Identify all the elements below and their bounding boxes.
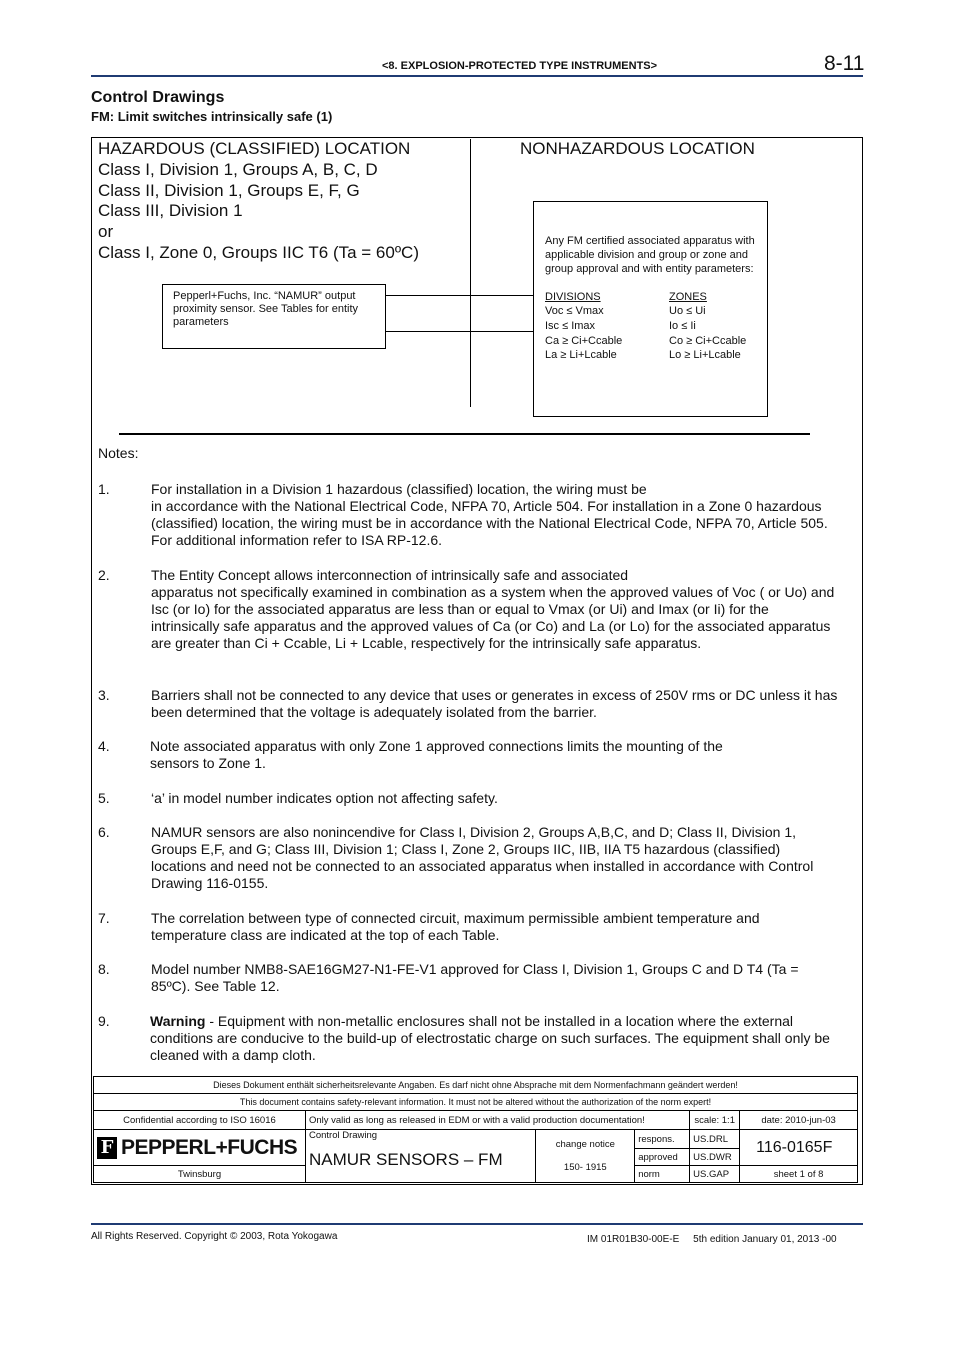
norm-label: norm xyxy=(635,1166,690,1183)
note-item xyxy=(98,910,838,944)
division-param: Isc ≤ Imax xyxy=(545,319,596,332)
note-text: For installation in a Division 1 hazardous (classified) location, the wiring must be in accordance with the National Electrical Code, NFPA 70, Article 504. For installation in a Zone 0 hazardous (classified) location, the wiring must be in accordance with the National Electrical Code, NFPA 70, Article 505. For additional information refer to ISA RP-12.6. xyxy=(151,481,828,548)
note-text: The Entity Concept allows interconnection of intrinsically safe and associated apparatus not specifically examined in combination as a system when the approved values of Voc ( or Uo) and Isc (or Io) for the associated apparatus are less than or equal to Vmax (or Ui) and Imax (or Ii) for the intrinsically safe apparatus and the approved values of Ca (or Co) and La (or Lo) for the associated apparatus are greater than Ci + Ccable, Li + Lcable, respectively for the intrinsically safe apparatus. xyxy=(151,567,835,651)
document-id: IM 01R01B30-00E-E 5th edition January 01, 2013 -00 xyxy=(587,1234,837,1245)
location-divider xyxy=(470,139,471,407)
divisions-header: DIVISIONS xyxy=(545,291,601,304)
note-number: 7. xyxy=(98,910,110,926)
division-param: Voc ≤ Vmax xyxy=(545,305,604,318)
warning-english: This document contains safety-relevant information. It must not be altered without the authorization of the norm expert! xyxy=(94,1094,858,1111)
note-item xyxy=(98,961,838,995)
hazardous-location-block xyxy=(98,139,419,264)
nonhazardous-title: NONHAZARDOUS LOCATION xyxy=(520,139,755,158)
entity-parameter-table xyxy=(545,290,746,362)
respons-label: respons. xyxy=(635,1130,690,1149)
wire-upper xyxy=(385,295,533,296)
note-text: Barriers shall not be connected to any device that uses or generates in excess of 250V rms or DC unless it has been determined that the voltage is adequately isolated from the barrier. xyxy=(151,687,838,720)
change-notice-value: 150- 1915 xyxy=(563,1162,607,1173)
assoc-intro: Any FM certified associated apparatus with applicable division and group or zone and group approval and with entity parameters: xyxy=(545,235,755,275)
zone-param: Uo ≤ Ui xyxy=(669,305,706,318)
pepperl-fuchs-logo xyxy=(97,1136,302,1160)
note-number: 9. xyxy=(98,1013,110,1029)
date: date: 2010-jun-03 xyxy=(740,1111,858,1130)
zone-param: Lo ≥ Li+Lcable xyxy=(669,349,741,362)
zone-param: Io ≤ Ii xyxy=(669,319,696,332)
warning-german: Dieses Dokument enthält sicherheitsrelevante Angaben. Es darf nicht ohne Absprache mit dem Normenfachmann geändert werden! xyxy=(94,1077,858,1094)
note-text: Note associated apparatus with only Zone 1 approved connections limits the mounting of the sensors to Zone 1. xyxy=(150,738,723,771)
note-text xyxy=(150,1013,838,1064)
division-param: Ca ≥ Ci+Ccable xyxy=(545,334,623,347)
hazardous-line: Class I, Zone 0, Groups IIC T6 (Ta = 60ºC) xyxy=(98,242,419,262)
sensor-box: Pepperl+Fuchs, Inc. “NAMUR” output proximity sensor. See Tables for entity parameters xyxy=(162,284,386,349)
section-subtitle: FM: Limit switches intrinsically safe (1) xyxy=(91,109,333,124)
zone-param: Co ≥ Ci+Ccable xyxy=(669,334,747,347)
hazardous-line: Class II, Division 1, Groups E, F, G xyxy=(98,180,360,200)
change-notice-label: change notice xyxy=(555,1139,615,1150)
confidential-note: Confidential according to ISO 16016 xyxy=(94,1111,306,1130)
wire-lower xyxy=(385,331,533,332)
validity-note: Only valid as long as released in EDM or with a valid production documentation! xyxy=(305,1111,689,1130)
note-number: 2. xyxy=(98,567,110,583)
scale: scale: 1:1 xyxy=(690,1111,740,1130)
doc-title-cell xyxy=(305,1130,535,1183)
section-title: Control Drawings xyxy=(91,89,225,106)
hazardous-line: Class III, Division 1 xyxy=(98,201,243,221)
note-text: ‘a’ in model number indicates option not affecting safety. xyxy=(151,790,498,806)
note-number: 6. xyxy=(98,824,110,840)
logo-cell xyxy=(94,1130,306,1166)
zones-header: ZONES xyxy=(669,291,707,304)
note-item xyxy=(98,738,838,772)
logo-mark-icon: F xyxy=(97,1137,117,1159)
title-block xyxy=(93,1076,858,1183)
respons-value: US.DRL xyxy=(690,1130,740,1149)
doc-title: NAMUR SENSORS – FM xyxy=(308,1150,503,1169)
note-item xyxy=(98,481,838,549)
note-number: 4. xyxy=(98,738,110,754)
doc-number: 116-0165F xyxy=(740,1130,858,1166)
hazardous-line: or xyxy=(98,222,114,242)
note-text: NAMUR sensors are also nonincendive for Class I, Division 2, Groups A,B,C, and D; Class II, Division 1, Groups E,F, and G; Class III, Division 1; Class I, Zone 2, Groups IIC, IIB, IIA T5 hazardous (classified) locations and need not be connected to an associated apparatus when installed in accordance with Control Drawing 116-0155. xyxy=(151,824,814,891)
doc-type: Control Drawing xyxy=(308,1130,378,1141)
notes-label: Notes: xyxy=(98,445,139,461)
approved-value: US.DWR xyxy=(690,1149,740,1166)
note-item xyxy=(98,1013,838,1064)
division-param: La ≥ Li+Lcable xyxy=(545,349,617,362)
copyright: All Rights Reserved. Copyright © 2003, Rota Yokogawa xyxy=(91,1231,338,1242)
note-text: Model number NMB8-SAE16GM27-N1-FE-V1 approved for Class I, Division 1, Groups C and D T4 (Ta = 85ºC). See Table 12. xyxy=(151,961,799,994)
note-item xyxy=(98,687,838,721)
note-item xyxy=(98,790,838,807)
sheet-number: sheet 1 of 8 xyxy=(740,1166,858,1183)
note-text: The correlation between type of connected circuit, maximum permissible ambient temperature and temperature class are indicated at the top of each Table. xyxy=(151,910,760,943)
warning-label: Warning xyxy=(150,1013,206,1029)
location: Twinsburg xyxy=(94,1166,306,1183)
header-rule xyxy=(91,75,863,77)
approved-label: approved xyxy=(635,1149,690,1166)
logo-text: PEPPERL+FUCHS xyxy=(121,1135,298,1159)
warning-text: - Equipment with non-metallic enclosures shall not be installed in a location where the external conditions are conducive to the build-up of electrostatic charge on such surfaces. The equipment shall only be cleaned with a damp cloth. xyxy=(150,1013,830,1063)
note-number: 8. xyxy=(98,961,110,977)
chapter-header: <8. EXPLOSION-PROTECTED TYPE INSTRUMENTS> xyxy=(382,60,658,72)
note-item xyxy=(98,567,838,652)
note-item xyxy=(98,824,838,892)
associated-apparatus-box xyxy=(533,201,768,417)
notes-rule xyxy=(119,433,810,435)
hazardous-line: Class I, Division 1, Groups A, B, C, D xyxy=(98,159,378,179)
hazardous-line: HAZARDOUS (CLASSIFIED) LOCATION xyxy=(98,139,411,158)
page-number: 8-11 xyxy=(824,52,865,75)
norm-value: US.GAP xyxy=(690,1166,740,1183)
note-number: 3. xyxy=(98,687,110,703)
note-number: 1. xyxy=(98,481,110,497)
footer-rule xyxy=(91,1223,863,1225)
note-number: 5. xyxy=(98,790,110,806)
change-notice-cell xyxy=(536,1130,635,1183)
